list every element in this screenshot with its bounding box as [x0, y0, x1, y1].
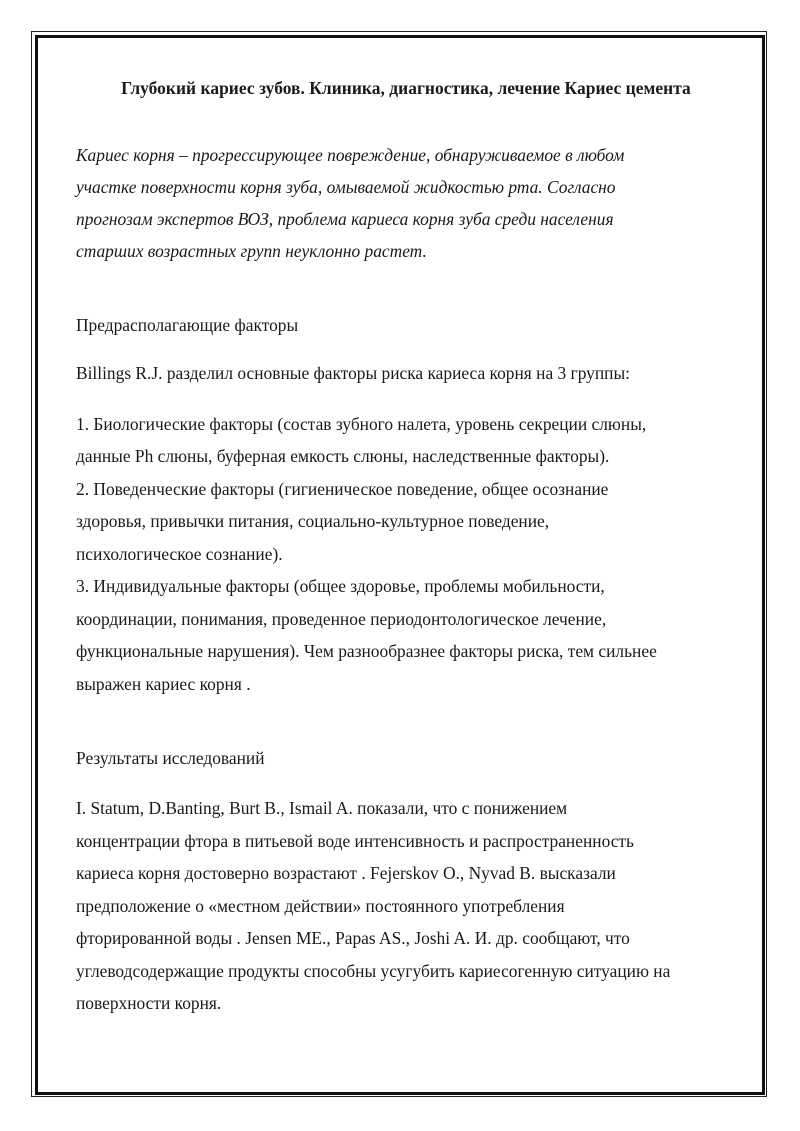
list-line: выражен кариес корня . — [76, 673, 251, 694]
list-line: координации, понимания, проведенное периодонтологическое лечение, — [76, 608, 607, 629]
results-paragraph — [76, 792, 736, 1020]
paragraph-line: кариеса корня достоверно возрастают . Fejerskov O., Nyvad B. высказали — [76, 863, 616, 883]
billings-paragraph — [76, 357, 736, 390]
list-line: 3. Индивидуальные факторы (общее здоровье, проблемы мобильности, — [76, 576, 605, 596]
list-line: здоровья, привычки питания, социально-культурное поведение, — [76, 511, 550, 531]
paragraph-line: Billings R.J. разделил основные факторы риска кариеса корня на 3 группы: — [76, 363, 630, 383]
list-line: данные Ph слюны, буферная емкость слюны, наследственные факторы). — [76, 446, 610, 466]
section-heading-results: Результаты исследований — [76, 748, 265, 768]
paragraph-line: поверхности корня. — [76, 993, 222, 1013]
intro-line: участке поверхности корня зуба, омываемой жидкостью рта. Согласно — [76, 177, 616, 197]
document-title: Глубокий кариес зубов. Клиника, диагностика, лечение Кариес цемента — [121, 78, 691, 98]
document-body — [76, 70, 736, 1020]
risk-factors-list — [76, 408, 736, 701]
intro-line: прогнозам экспертов ВОЗ, проблема кариеса корня зуба среди населения — [76, 209, 614, 229]
intro-line: старших возрастных групп неуклонно растет. — [76, 241, 427, 261]
list-line: функциональные нарушения). Чем разнообразнее факторы риска, тем сильнее — [76, 641, 657, 661]
paragraph-line: I. Statum, D.Banting, Burt B., Ismail A. показали, что с понижением — [76, 798, 568, 818]
list-line: 2. Поведенческие факторы (гигиеническое поведение, общее осознание — [76, 478, 609, 499]
list-line: 1. Биологические факторы (состав зубного налета, уровень секреции слюны, — [76, 413, 647, 434]
paragraph-line: концентрации фтора в питьевой воде интенсивность и распространенность — [76, 830, 634, 851]
paragraph-line: фторированной воды . Jensen ME., Papas AS., Joshi A. И. др. сообщают, что — [76, 928, 630, 948]
list-line: психологическое сознание). — [76, 543, 283, 564]
paragraph-line: предположение о «местном действии» постоянного употребления — [76, 895, 565, 916]
section-heading-factors: Предрасполагающие факторы — [76, 315, 299, 335]
intro-paragraph — [76, 139, 736, 267]
paragraph-line: углеводсодержащие продукты способны усугубить кариесогенную ситуацию на — [76, 960, 671, 981]
intro-line: Кариес корня – прогрессирующее повреждение, обнаруживаемое в любом — [76, 145, 625, 165]
